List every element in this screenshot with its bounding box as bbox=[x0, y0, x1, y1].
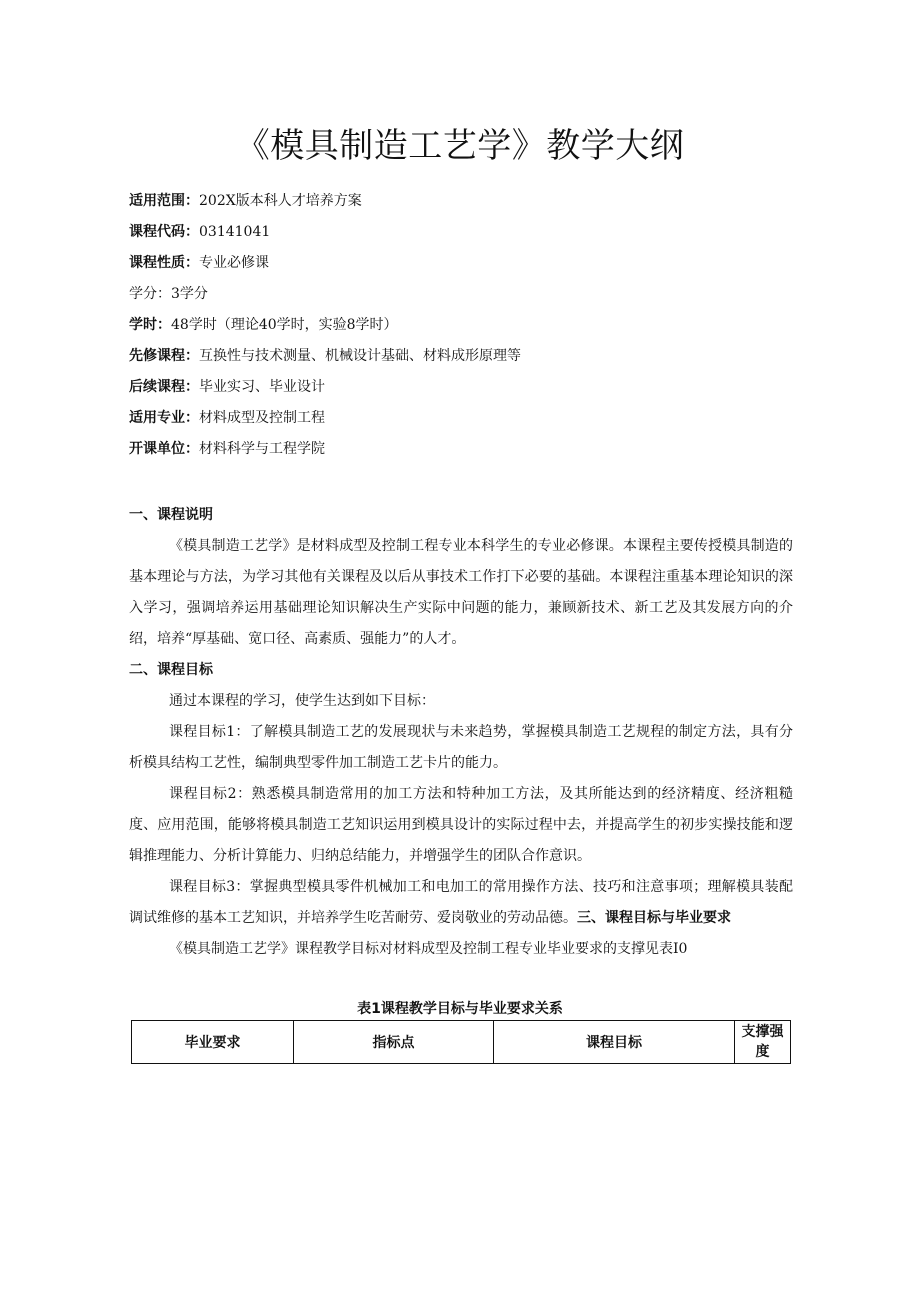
section-heading-3: 三、课程目标与毕业要求 bbox=[577, 910, 731, 926]
page-title: 《模具制造工艺学》教学大纲 bbox=[235, 126, 685, 166]
meta-value: 毕业实习、毕业设计 bbox=[199, 379, 325, 395]
paragraph-course-description: 《模具制造工艺学》是材料成型及控制工程专业本科学生的专业必修课。本课程主要传授模具制造的基本理论与方法，为学习其他有关课程及以后从事技术工作打下必要的基础。本课程注重基本理论知识的深入学习，强调培养运用基础理论知识解决生产实际中问题的能力，兼顾新技术、新工艺及其发展方向的介绍，培养“厚基础、宽口径、高素质、强能力”的人才。 bbox=[129, 538, 793, 647]
meta-row bbox=[129, 343, 829, 374]
meta-label: 适用专业： bbox=[129, 410, 199, 426]
section-heading-2: 二、课程目标 bbox=[129, 662, 213, 678]
meta-label: 开课单位： bbox=[129, 441, 199, 457]
meta-value: 3学分 bbox=[171, 286, 208, 302]
meta-label: 后续课程： bbox=[129, 379, 199, 395]
paragraph-support-reference: 《模具制造工艺学》课程教学目标对材料成型及控制工程专业毕业要求的支撑见表I0 bbox=[169, 941, 688, 957]
paragraph-goal-2: 课程目标2：熟悉模具制造常用的加工方法和特种加工方法，及其所能达到的经济精度、经济粗糙度、应用范围，能够将模具制造工艺知识运用到模具设计的实际过程中去，并提高学生的初步实操技能和逻辑推理能力、分析计算能力、归纳总结能力，并增强学生的团队合作意识。 bbox=[129, 786, 793, 864]
meta-row bbox=[129, 436, 829, 467]
meta-row bbox=[129, 281, 829, 312]
meta-value: 03141041 bbox=[199, 224, 271, 240]
meta-value: 48学时（理论40学时，实验8学时） bbox=[171, 317, 398, 333]
table-header-cell: 毕业要求 bbox=[132, 1021, 294, 1064]
meta-value: 材料科学与工程学院 bbox=[199, 441, 325, 457]
meta-value: 专业必修课 bbox=[199, 255, 269, 271]
meta-row bbox=[129, 374, 829, 405]
table-header-row bbox=[132, 1021, 791, 1064]
meta-label: 学时： bbox=[129, 317, 171, 333]
table-header-cell: 指标点 bbox=[294, 1021, 494, 1064]
meta-label: 课程代码： bbox=[129, 224, 199, 240]
paragraph-goal-3 bbox=[129, 872, 793, 934]
meta-row bbox=[129, 219, 829, 250]
meta-label: 先修课程： bbox=[129, 348, 199, 364]
goal-3-text: 课程目标3：掌握典型模具零件机械加工和电加工的常用操作方法、技巧和注意事项；理解模具装配调试维修的基本工艺知识，并培养学生吃苦耐劳、爱岗敬业的劳动品德。 bbox=[129, 879, 793, 926]
meta-row bbox=[129, 188, 829, 219]
meta-value: 互换性与技术测量、机械设计基础、材料成形原理等 bbox=[199, 348, 521, 364]
section-heading-1: 一、课程说明 bbox=[129, 507, 213, 523]
table-header-cell: 课程目标 bbox=[494, 1021, 735, 1064]
paragraph-goal-1: 课程目标1：了解模具制造工艺的发展现状与未来趋势，掌握模具制造工艺规程的制定方法，具有分析模具结构工艺性，编制典型零件加工制造工艺卡片的能力。 bbox=[129, 724, 793, 771]
meta-row bbox=[129, 250, 829, 281]
meta-row bbox=[129, 312, 829, 343]
requirements-table bbox=[131, 1020, 791, 1064]
meta-value: 材料成型及控制工程 bbox=[199, 410, 325, 426]
meta-value: 202X版本科人才培养方案 bbox=[199, 193, 362, 209]
meta-label: 适用范围： bbox=[129, 193, 199, 209]
table-caption: 表1课程教学目标与毕业要求关系 bbox=[357, 1001, 563, 1017]
document-body bbox=[129, 500, 793, 965]
course-meta bbox=[129, 188, 829, 467]
meta-row bbox=[129, 405, 829, 436]
meta-label: 课程性质： bbox=[129, 255, 199, 271]
table-header-cell: 支撑强度 bbox=[735, 1021, 791, 1064]
meta-label: 学分： bbox=[129, 286, 171, 302]
paragraph-goals-intro: 通过本课程的学习，使学生达到如下目标： bbox=[169, 693, 435, 709]
